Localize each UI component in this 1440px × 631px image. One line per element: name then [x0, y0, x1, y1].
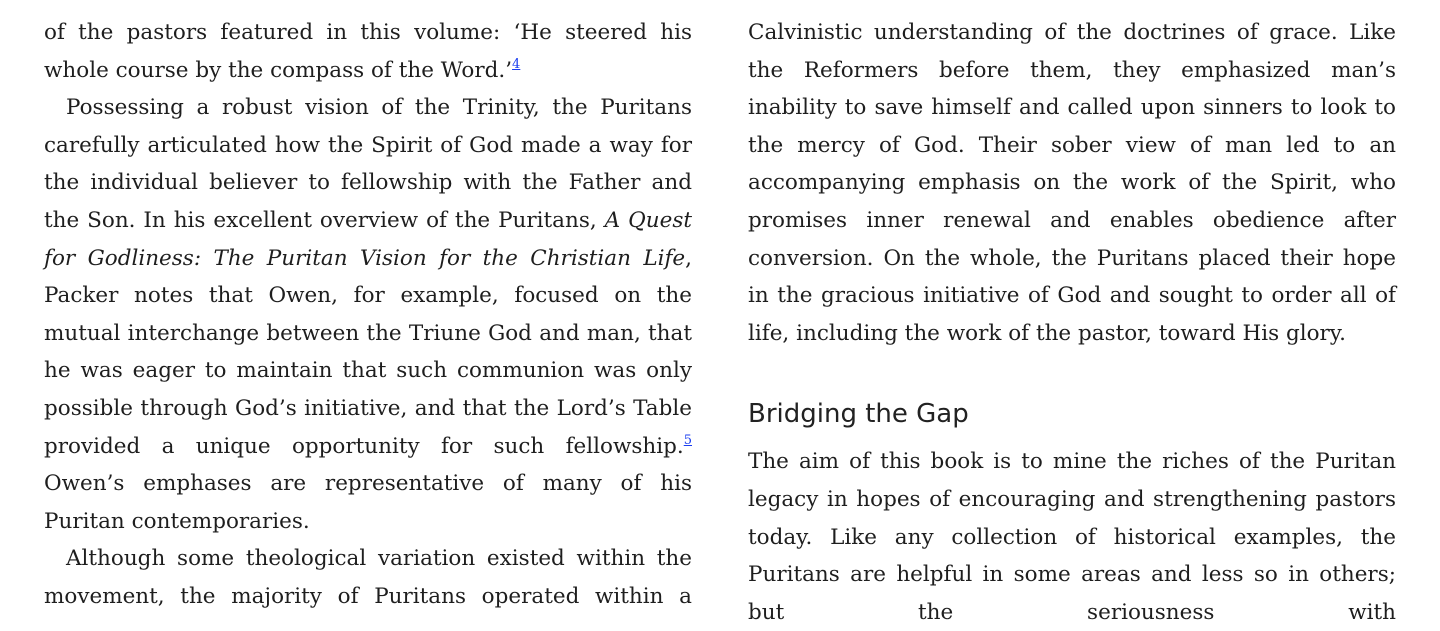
paragraph-text: of the pastors featured in this volume: ‘He steered his whole course by the compass of the Word.’	[44, 20, 692, 83]
paragraph-text: Owen’s emphases are representative of many of his Puritan contemporaries.	[44, 471, 692, 534]
paragraph-text: The aim of this book is to mine the riches of the Puritan legacy in hopes of encouraging and strengthening pastors today. Like any collection of historical examples, the Puritans are helpful in some areas and less so in others; but the seriousness with	[748, 449, 1396, 625]
paragraph-text: , Packer notes that Owen, for example, focused on the mutual interchange between the Triune God and man, that he was eager to maintain that such communion was only possible through God’s initiative, and that the Lord’s Table provided a unique opportunity for such fellowship.	[44, 245, 692, 459]
paragraph-calvinistic	[748, 14, 1396, 352]
paragraph-theological-variation	[44, 540, 692, 615]
paragraph-aim	[748, 443, 1396, 631]
section-heading: Bridging the Gap	[748, 399, 969, 430]
footnote-link-4[interactable]: 4	[512, 56, 521, 72]
paragraph-text: Calvinistic understanding of the doctrines of grace. Like the Reformers before them, they emphasized man’s inability to save himself and called upon sinners to look to the mercy of God. Their sober view of man led to an accompanying emphasis on the work of the Spirit, who promises inner renewal and enables obedience after conversion. On the whole, the Puritans placed their hope in the gracious initiative of God and sought to order all of life, including the work of the pastor, toward His glory.	[748, 20, 1396, 346]
paragraph-text: Possessing a robust vision of the Trinity, the Puritans carefully articulated how the Spirit of God made a way for the individual believer to fellowship with the Father and the Son. In his excellent overview of the Puritans,	[44, 95, 692, 233]
right-column	[748, 14, 1396, 631]
paragraph-continuation	[44, 14, 692, 89]
paragraph-text: Although some theological variation existed within the movement, the majority of Puritans operated within a	[44, 546, 692, 609]
left-column	[44, 14, 692, 616]
footnote-link-5[interactable]: 5	[683, 432, 692, 448]
paragraph-trinity	[44, 89, 692, 540]
book-title: A Quest for Godliness: The Puritan Vision for the Christian Life	[44, 207, 692, 271]
